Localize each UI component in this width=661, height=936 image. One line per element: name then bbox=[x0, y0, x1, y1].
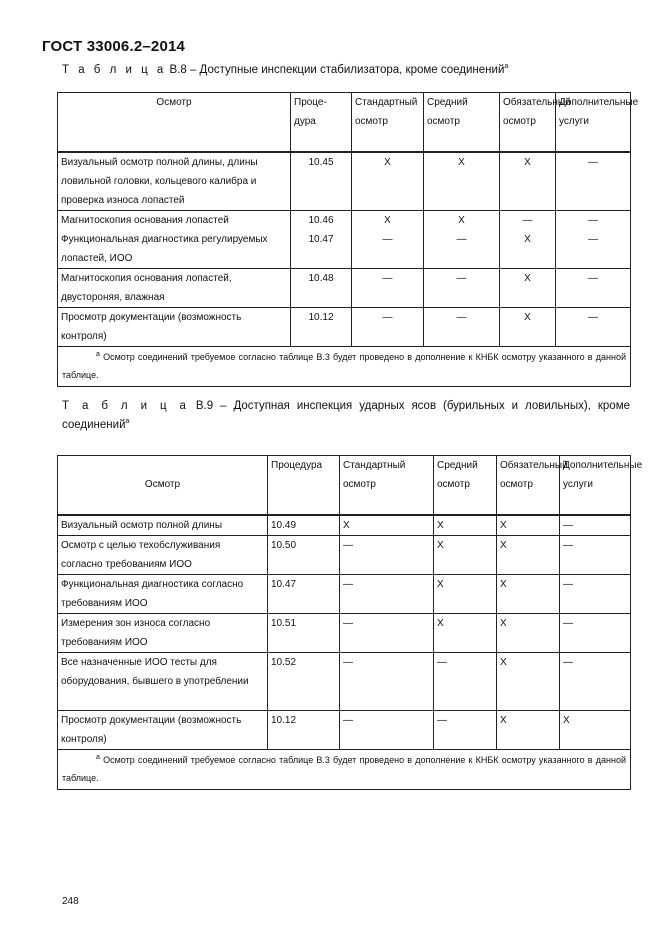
table-cell: X bbox=[500, 308, 556, 347]
page-number: 248 bbox=[62, 896, 79, 907]
table2-footnote-text: Осмотр соединений требуемое согласно таблице В.3 будет проведено в дополнение к КНБК осмотру указанного в данной таблице. bbox=[62, 754, 626, 783]
table2-header-cell: Средний осмотр bbox=[434, 456, 497, 515]
table-cell: — bbox=[434, 710, 497, 749]
table-cell: X bbox=[434, 574, 497, 613]
table2-header-row bbox=[58, 456, 631, 515]
table-row bbox=[58, 574, 631, 613]
table1-header-cell: Средний осмотр bbox=[424, 93, 500, 152]
table-cell: X bbox=[497, 652, 560, 710]
table-cell: 10.12 bbox=[268, 710, 340, 749]
table-row bbox=[58, 269, 631, 308]
table-cell: X bbox=[500, 269, 556, 308]
table1-footnote-row bbox=[58, 347, 631, 387]
table-cell: X bbox=[424, 210, 500, 230]
table-cell: X bbox=[340, 515, 434, 536]
table2-caption-sup: a bbox=[125, 418, 130, 426]
table-cell: X bbox=[497, 535, 560, 574]
table-cell: 10.49 bbox=[268, 515, 340, 536]
table-cell: — bbox=[340, 613, 434, 652]
table-cell: Магнитоскопия основания лопастей, двустороняя, влажная bbox=[58, 269, 291, 308]
table-cell: X bbox=[434, 515, 497, 536]
table-cell: X bbox=[497, 710, 560, 749]
table2-header-cell: Стандартный осмотр bbox=[340, 456, 434, 515]
table-row bbox=[58, 515, 631, 536]
table-cell: Магнитоскопия основания лопастей bbox=[58, 210, 291, 230]
table-cell: — bbox=[352, 308, 424, 347]
table-row bbox=[58, 652, 631, 710]
table-cell: 10.12 bbox=[291, 308, 352, 347]
table-cell: X bbox=[500, 152, 556, 211]
table-cell: — bbox=[352, 269, 424, 308]
table-cell: 10.47 bbox=[268, 574, 340, 613]
table1-footnote-text: Осмотр соединений требуемое согласно таблице В.3 будет проведено в дополнение к КНБК осмотру указанного в данной таблице. bbox=[62, 352, 626, 380]
table-cell: — bbox=[556, 152, 631, 211]
table2-caption bbox=[62, 397, 630, 435]
table-cell: — bbox=[560, 652, 631, 710]
table-cell: Визуальный осмотр полной длины, длины ловильной головки, кольцевого калибра и проверка износа лопастей bbox=[58, 152, 291, 211]
table-cell: — bbox=[560, 574, 631, 613]
table-cell: 10.52 bbox=[268, 652, 340, 710]
table2 bbox=[57, 455, 643, 790]
table-cell: X bbox=[500, 230, 556, 269]
table1-footnote-sup: a bbox=[96, 351, 100, 358]
table-cell: X bbox=[560, 710, 631, 749]
table-cell: X bbox=[497, 574, 560, 613]
table2-footnote-sup: a bbox=[96, 753, 100, 761]
table-row bbox=[58, 308, 631, 347]
table-cell: X bbox=[352, 152, 424, 211]
table1 bbox=[57, 92, 639, 387]
table-row bbox=[58, 210, 631, 230]
table1-header-cell: Проце-дура bbox=[291, 93, 352, 152]
table-cell: 10.45 bbox=[291, 152, 352, 211]
table-cell: Просмотр документации (возможность контроля) bbox=[58, 308, 291, 347]
table-cell: X bbox=[434, 613, 497, 652]
table1-header-cell: Стандартный осмотр bbox=[352, 93, 424, 152]
table-cell: 10.46 bbox=[291, 210, 352, 230]
table2-caption-text: В.9 – Доступная инспекция ударных ясов (бурильных и ловильных), кроме соединений bbox=[62, 400, 630, 431]
table2-footnote-row bbox=[58, 749, 631, 789]
table-cell: — bbox=[560, 515, 631, 536]
table1-header-cell: Обязательный осмотр bbox=[500, 93, 556, 152]
table1-caption-sup: a bbox=[504, 63, 509, 71]
table-cell: Визуальный осмотр полной длины bbox=[58, 515, 268, 536]
table-cell: — bbox=[340, 535, 434, 574]
table-cell: — bbox=[556, 308, 631, 347]
table-cell: 10.47 bbox=[291, 230, 352, 269]
table-row bbox=[58, 230, 631, 269]
table-row bbox=[58, 613, 631, 652]
table-cell: — bbox=[556, 230, 631, 269]
table1-header-row bbox=[58, 93, 631, 152]
table-cell: — bbox=[560, 613, 631, 652]
table1-footnote bbox=[58, 347, 631, 387]
table-cell: X bbox=[352, 210, 424, 230]
table-cell: Все назначенные ИОО тесты для оборудования, бывшего в употреблении bbox=[58, 652, 268, 710]
table1-caption-text: В.8 – Доступные инспекции стабилизатора, кроме соединений bbox=[169, 64, 505, 76]
table2-caption-label: Т а б л и ц а bbox=[62, 400, 189, 412]
table-cell: — bbox=[340, 574, 434, 613]
table-cell: X bbox=[424, 152, 500, 211]
table-cell: — bbox=[500, 210, 556, 230]
table1-caption-label: Т а б л и ц а bbox=[62, 64, 167, 76]
table-cell: — bbox=[434, 652, 497, 710]
table-cell: — bbox=[424, 269, 500, 308]
table-cell: 10.50 bbox=[268, 535, 340, 574]
table-cell: X bbox=[497, 613, 560, 652]
table-cell: — bbox=[340, 652, 434, 710]
table-cell: 10.48 bbox=[291, 269, 352, 308]
table2-header-cell: Обязательный осмотр bbox=[497, 456, 560, 515]
table-row bbox=[58, 535, 631, 574]
table-cell: Функциональная диагностика согласно требованиям ИОО bbox=[58, 574, 268, 613]
document-header: ГОСТ 33006.2–2014 bbox=[42, 38, 186, 55]
table1-header-cell: Дополнительные услуги bbox=[556, 93, 631, 152]
table-row bbox=[58, 152, 631, 211]
table-cell: 10.51 bbox=[268, 613, 340, 652]
table-row bbox=[58, 710, 631, 749]
table-cell: X bbox=[434, 535, 497, 574]
table-cell: — bbox=[560, 535, 631, 574]
table2-footnote bbox=[58, 749, 631, 789]
table-cell: — bbox=[340, 710, 434, 749]
table-cell: Просмотр документации (возможность контроля) bbox=[58, 710, 268, 749]
table-cell: — bbox=[424, 308, 500, 347]
table1-header-cell: Осмотр bbox=[58, 93, 291, 152]
table2-header-cell: Дополнительные услуги bbox=[560, 456, 631, 515]
table2-header-cell: Осмотр bbox=[58, 456, 268, 515]
table-cell: — bbox=[352, 230, 424, 269]
table-cell: — bbox=[556, 269, 631, 308]
table-cell: X bbox=[497, 515, 560, 536]
table-cell: — bbox=[424, 230, 500, 269]
table2-header-cell: Процедура bbox=[268, 456, 340, 515]
table-cell: Измерения зон износа согласно требованиям ИОО bbox=[58, 613, 268, 652]
table-cell: Осмотр с целью техобслуживания согласно требованиям ИОО bbox=[58, 535, 268, 574]
table-cell: — bbox=[556, 210, 631, 230]
table-cell: Функциональная диагностика регулируемых лопастей, ИОО bbox=[58, 230, 291, 269]
table1-caption bbox=[62, 64, 508, 76]
